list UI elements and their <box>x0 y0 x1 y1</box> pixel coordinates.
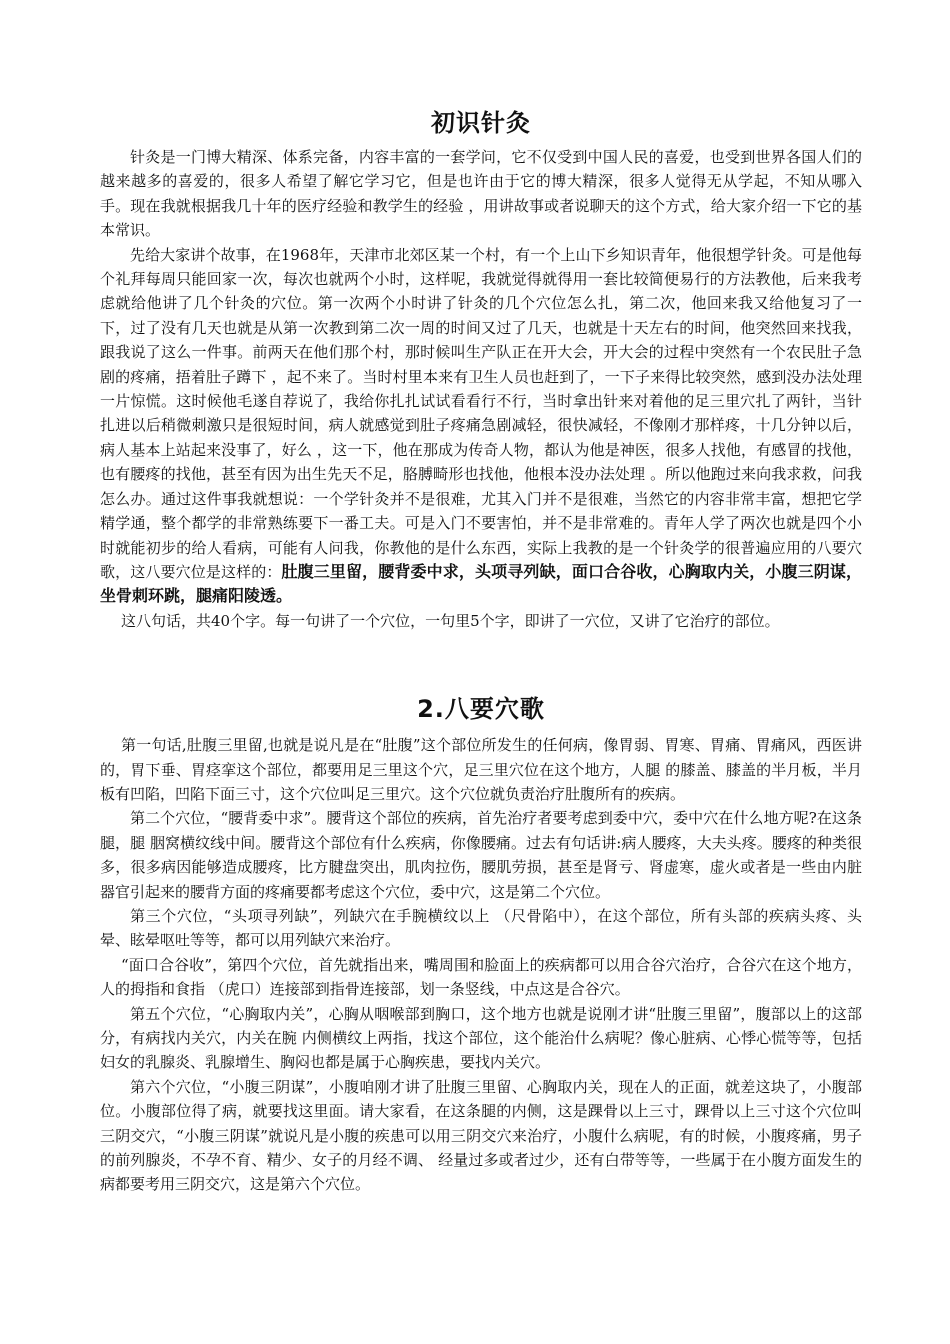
point-1-paragraph <box>100 733 862 806</box>
point-6-text: 第六个穴位，“小腹三阴谋”，小腹咱刚才讲了肚腹三里留、心胸取内关，现在人的正面，就差这块了，小腹部位。小腹部位得了病，就要找这里面。请大家看，在这条腿的内侧，这是踝骨以上三寸，踝骨以上三寸这个穴位叫三阴交穴，“小腹三阴谋”就说凡是小腹的疾患可以用三阴交穴来治疗，小腹什么病呢，有的时候，小腹疼痛，男子的前列腺炎，不孕不育、精少、女子的月经不调、 经量过多或者过少，还有白带等等，一些属于在小腹方面发生的病都要考用三阴交穴，这是第六个穴位。 <box>100 1077 862 1194</box>
intro-paragraph-text: 针灸是一门博大精深、体系完备，内容丰富的一套学问，它不仅受到中国人民的喜爱，也受到世界各国人们的越来越多的喜爱的，很多人希望了解它学习它，但是也许由于它的博大精深，很多人觉得无从学起，不知从哪入手。现在我就根据我几十年的医疗经验和教学生的经验 ，用讲故事或者说聊天的这个方式，给大家介绍一下它的基本常识。 <box>100 148 862 240</box>
point-2-text: 第二个穴位，“腰背委中求”。腰背这个部位的疾病，首先治疗者要考虑到委中穴，委中穴在什么地方呢?在这条腿，腿 胭窝横纹线中间。腰背这个部位有什么疾病，你像腰痛。过去有句话讲:病人腰疼，大夫头疼。腰疼的种类很多，很多病因能够造成腰疼，比方腱盘突出，肌肉拉伤，腰肌劳损，甚至是肾亏、肾虚寒，虚火或者是一些由内脏器官引起来的腰背方面的疼痛要都考虑这个穴位，委中穴，这是第二个穴位。 <box>100 809 862 901</box>
point-3-text: 第三个穴位，“头项寻列缺”，列缺穴在手腕横纹以上 （尺骨陷中），在这个部位，所有头部的疾病头疼、头晕、眩晕呕吐等等，都可以用列缺穴来治疗。 <box>100 906 862 950</box>
eight-points-verse: 肚腹三里留，腰背委中求，头项寻列缺，面口合谷收，心胸取内关，小腹三阴谋，坐骨刺环跳，腿痛阳陵透。 <box>100 561 862 606</box>
section-title-acupuncture-intro: 初识针灸 <box>431 109 531 137</box>
point-5-paragraph <box>100 1002 862 1075</box>
point-4-text: “面口合谷收”，第四个穴位，首先就指出来，嘴周围和脸面上的疾病都可以用合谷穴治疗，合谷穴在这个地方，人的拇指和食指 （虎口）连接部到指骨连接部，划一条竖线，中点这是合谷穴。 <box>100 955 862 999</box>
point-3-paragraph <box>100 904 862 953</box>
story-paragraph-text: 先给大家讲个故事，在1968年，天津市北郊区某一个村，有一个上山下乡知识青年，他很想学针灸。可是他每个礼拜每周只能回家一次，每次也就两个小时，这样呢，我就觉得就得用一套比较简便易行的方法教他，后来我考虑就给他讲了几个针灸的穴位。第一次两个小时讲了针灸的几个穴位怎么扎，第二次，他回来我又给他复习了一下，过了没有几天也就是从第一次教到第二次一周的时间又过了几天，也就是十天左右的时间，他突然回来找我，跟我说了这么一件事。前两天在他们那个村，那时候叫生产队正在开大会，开大会的过程中突然有一个农民肚子急剧的疼痛，捂着肚子蹲下 ，起不来了。当时村里本来有卫生人员也赶到了，一下子来得比较突然，感到没办法处理一片惊慌。这时候他毛遂自荐说了，我给你扎扎试试看看行不行，当时拿出针来对着他的足三里穴扎了两针，当针扎进以后稍微刺激只是很短时间，病人就感觉到肚子疼痛急剧减轻，很快减轻，不像刚才那样疼，十几分钟以后，病人基本上站起来没事了，好么 ，这一下，他在那成为传奇人物，都认为他是神医，很多人找他，有感冒的找他，也有腰疼的找他，甚至有因为出生先天不足，胳膊畸形也找他，他根本没办法处理 。所以他跑过来向我求救，问我怎么办。通过这件事我就想说：一个学针灸并不是很难，尤其入门并不是很难，当然它的内容非常丰富，想把它学精学通，整个都学的非常熟练要下一番工夫。可是入门不要害怕，并不是非常难的。青年人学了两次也就是四个小时就能初步的给人看病，可能有人问我，你教他的是什么东西，实际上我教的是一个针灸学的很普遍应用的八要穴 歌，这八要穴位是这样的： <box>100 245 862 581</box>
point-2-paragraph <box>100 806 862 904</box>
summary-paragraph-text: 这八句话，共40个字。每一句讲了一个穴位，一句里5个字，即讲了一穴位，又讲了它治疗的部位。 <box>121 611 780 630</box>
point-6-paragraph <box>100 1075 862 1197</box>
intro-paragraph <box>100 145 862 243</box>
section-title-eight-points: 2.八要穴歌 <box>417 695 545 724</box>
summary-paragraph <box>100 609 862 633</box>
point-5-text: 第五个穴位，“心胸取内关”，心胸从咽喉部到胸口，这个地方也就是说刚才讲“肚腹三里留”，腹部以上的这部分，有病找内关穴，内关在腕 内侧横纹上两指，找这个部位，这个能治什么病呢？像心脏病、心悸心慌等等，包括妇女的乳腺炎、乳腺增生、胸闷也都是属于心胸疾患，要找内关穴。 <box>100 1004 862 1072</box>
point-1-text: 第一句话,肚腹三里留,也就是说凡是在“肚腹”这个部位所发生的任何病，像胃弱、胃寒、胃痛、胃痛风，西医讲的，胃下垂、胃痉挛这个部位，都要用足三里这个穴，足三里穴位在这个地方，人腿 的膝盖、膝盖的半月板，半月板有凹陷，凹陷下面三寸，这个穴位叫足三里穴。这个穴位就负责治疗肚腹所有的疾病。 <box>100 736 862 803</box>
document-page <box>100 105 862 1197</box>
story-paragraph <box>100 243 862 609</box>
point-4-paragraph <box>100 953 862 1002</box>
